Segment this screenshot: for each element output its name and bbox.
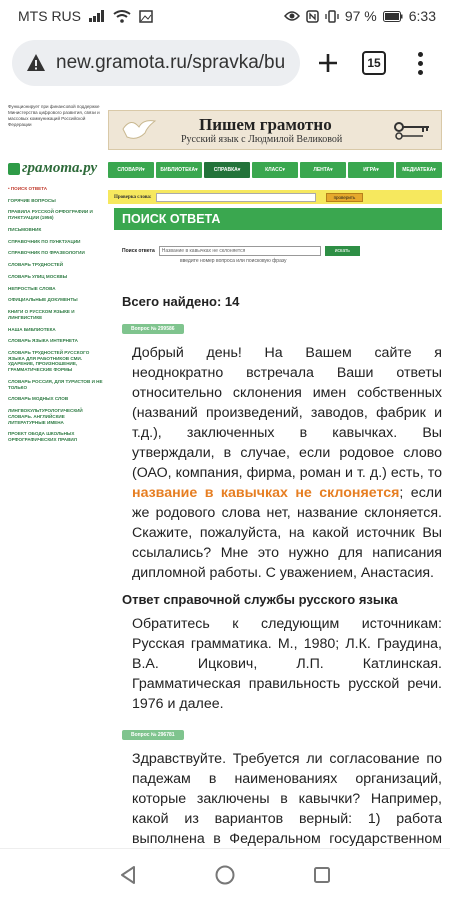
menu-slovari[interactable]: СЛОВАРИ▾ — [108, 162, 154, 178]
sidebar-item[interactable]: СПРАВОЧНИК ПО ПУНКТУАЦИИ — [8, 238, 81, 244]
sidebar-item[interactable]: СЛОВАРЬ РОССИЯ, ДЛЯ ТУРИСТОВ И НЕ ТОЛЬКО — [8, 378, 103, 390]
menu-biblioteka[interactable]: БИБЛИОТЕКА▾ — [156, 162, 202, 178]
section-title: ПОИСК ОТВЕТА — [114, 208, 442, 230]
search-highlight: название в кавычках не склоняется — [132, 485, 400, 501]
sidebar-item[interactable]: ОФИЦИАЛЬНЫЕ ДОКУМЕНТЫ — [8, 297, 78, 303]
address-bar[interactable] — [12, 40, 300, 86]
sidebar-item[interactable]: СЛОВАРЬ УЛИЦ МОСКВЫ — [8, 273, 68, 279]
answer-search-form — [122, 246, 360, 256]
sidebar-item[interactable]: ПРОЕКТ ОБОДА ШКОЛЬНЫХ ОРФОГРАФИЧЕСКИХ ПРАВИЛ — [8, 431, 77, 443]
logo-text: грамота.ру — [22, 160, 98, 176]
status-bar — [0, 0, 450, 32]
clock: 6:33 — [408, 8, 436, 24]
kebab-icon — [418, 52, 423, 75]
question-number-badge[interactable]: Вопрос № 299586 — [122, 324, 184, 334]
wifi-icon — [113, 10, 131, 23]
status-left — [18, 8, 153, 24]
vibrate-icon — [325, 10, 339, 23]
main-menu — [108, 162, 442, 178]
home-nav-icon[interactable] — [214, 864, 236, 886]
status-right — [284, 8, 436, 24]
menu-mediateka[interactable]: МЕДИАТЕКА▾ — [396, 162, 442, 178]
question-text-part: ; если же родового слова нет, название склоняется. Скажите, пожалуйста, на какой источник Вы ссылались? Мне это нужно для написания дипломной работы. С уважением, Анастасия. — [132, 485, 442, 581]
eye-icon — [284, 10, 300, 22]
sidebar-item[interactable]: ЛИНГВОКУЛЬТУРОЛОГИЧЕСКИЙ СЛОВАРЬ. АНГЛИЙСКИЕ ЛИТЕРАТУРНЫЕ ИМЕНА — [8, 408, 83, 425]
back-nav-icon[interactable] — [117, 864, 139, 886]
word-check-input[interactable] — [156, 193, 316, 202]
browser-toolbar — [0, 32, 450, 94]
question-number-badge[interactable]: Вопрос № 296781 — [122, 730, 184, 740]
tab-switcher-button[interactable] — [356, 43, 392, 83]
question-text — [122, 343, 442, 583]
answer-heading: Ответ справочной службы русского языка — [122, 592, 398, 607]
sidebar-item[interactable]: СПРАВОЧНИК ПО ФРАЗЕОЛОГИИ — [8, 250, 85, 256]
answer-search-label: Поиск ответа — [122, 248, 155, 254]
site-logo[interactable] — [8, 160, 97, 177]
answer-text: Обратитесь к следующим источникам: Русская грамматика. М., 1980; Л.К. Граудина, В.А. Ицкович, Л.П. Катлинская. Грамматическая правильность русской речи. 1976 и далее. — [132, 616, 442, 712]
answer-search-button[interactable]: искать — [325, 246, 360, 256]
sidebar-item[interactable]: ПИСЬМОВНИК — [8, 226, 42, 232]
key-icon — [393, 119, 431, 141]
sidebar-item-search[interactable]: • ПОИСК ОТВЕТА — [8, 186, 48, 191]
ministry-note: Функционирует при финансовой поддержке Министерства цифрового развития, связи и массовых коммуникаций Российской Федерации — [8, 104, 100, 127]
results — [122, 294, 442, 889]
web-page — [0, 94, 450, 847]
recents-nav-icon[interactable] — [311, 864, 333, 886]
sidebar-item[interactable]: СЛОВАРЬ ТРУДНОСТЕЙ РУССКОГО ЯЗЫКА ДЛЯ РАБОТНИКОВ СМИ. УДАРЕНИЕ, ПРОИЗНОШЕНИЕ, ГРАММАТИЧЕСКИЕ ФОРМЫ — [8, 350, 90, 373]
banner-title: Пишем грамотно — [199, 115, 332, 134]
sidebar-item[interactable]: ПРАВИЛА РУССКОЙ ОРФОГРАФИИ И ПУНКТУАЦИИ (1956) — [8, 209, 93, 221]
word-check-label: Проверка слова: — [114, 194, 152, 200]
url-text[interactable]: new.gramota.ru/spravka/bu — [56, 52, 286, 73]
plus-icon — [317, 52, 339, 74]
nfc-icon — [306, 10, 319, 23]
menu-klass[interactable]: КЛАСС▾ — [252, 162, 298, 178]
sidebar-item[interactable]: КНИГИ О РУССКОМ ЯЗЫКЕ И ЛИНГВИСТИКЕ — [8, 309, 75, 320]
sidebar-item[interactable]: СЛОВАРЬ МОДНЫХ СЛОВ — [8, 396, 69, 402]
bird-icon — [121, 115, 157, 145]
menu-lenta[interactable]: ЛЕНТА▾ — [300, 162, 346, 178]
answer-search-hint: введите номер вопроса или поисковую фразу — [180, 258, 287, 264]
question-text: Здравствуйте. Требуется ли согласование по падежам в наименованиях организаций, которые заключены в кавычки? Например, какой из вариантов верный: 1) работа выполнена в Федеральном государственном — [132, 751, 442, 847]
promo-banner[interactable] — [108, 110, 442, 150]
word-check-bar — [108, 190, 442, 204]
word-check-button[interactable]: проверить — [326, 193, 364, 202]
tab-count: 15 — [362, 51, 386, 75]
question-text-part: Добрый день! На Вашем сайте я неоднократно встречала Ваши ответы относительно склонения имен собственных (названий произведений, заводов, фабрик и т.д.), заключенных в кавычках. Вы утверждали, в случае, если родовое слово (ОАО, компания, фирма, роман и т. д.) есть, то — [132, 345, 442, 481]
sidebar — [8, 186, 103, 449]
sidebar-item[interactable]: НЕПРОСТЫЕ СЛОВА — [8, 285, 56, 291]
carrier-label: MTS RUS — [18, 8, 81, 24]
sidebar-item[interactable]: СЛОВАРЬ ЯЗЫКА ИНТЕРНЕТА — [8, 338, 78, 344]
new-tab-button[interactable] — [310, 43, 346, 83]
sidebar-item[interactable]: СЛОВАРЬ ТРУДНОСТЕЙ — [8, 262, 64, 268]
browser-menu-button[interactable] — [402, 43, 438, 83]
answer-search-input[interactable]: Название в кавычках не склоняется — [159, 246, 321, 256]
results-count: Всего найдено: 14 — [122, 294, 240, 309]
banner-subtitle: Русский язык с Людмилой Великовой — [181, 134, 343, 145]
menu-igra[interactable]: ИГРА▾ — [348, 162, 394, 178]
system-nav-bar — [0, 848, 450, 900]
battery-percent: 97 % — [344, 8, 377, 24]
sidebar-item[interactable]: ГОРЯЧИЕ ВОПРОСЫ — [8, 197, 56, 203]
image-icon — [139, 10, 153, 23]
sidebar-item[interactable]: НАША БИБЛИОТЕКА — [8, 326, 56, 332]
signal-icon — [89, 10, 105, 22]
battery-icon — [383, 11, 403, 22]
not-secure-warning-icon[interactable] — [26, 53, 46, 73]
menu-spravka[interactable]: СПРАВКА▾ — [204, 162, 250, 178]
logo-mark-icon — [8, 163, 20, 175]
